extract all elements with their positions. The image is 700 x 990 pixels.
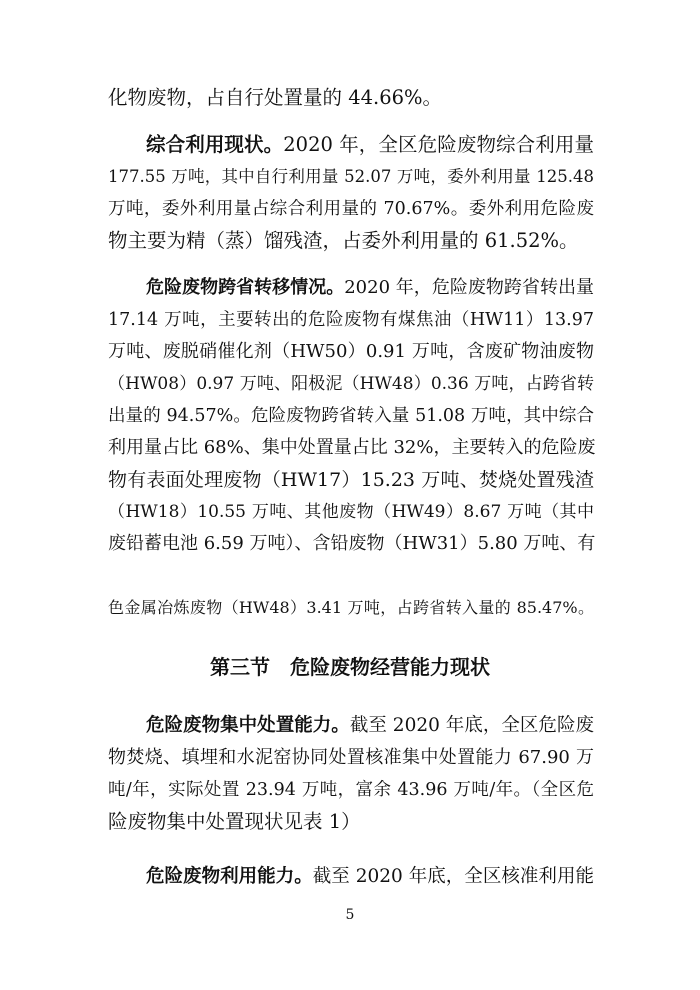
paragraph-line: 万吨，委外利用量占综合利用量的 70.67%。委外利用危险废	[108, 199, 594, 219]
paragraph-line: 物主要为精（蒸）馏残渣，占委外利用量的 61.52%。	[108, 229, 579, 252]
paragraph-lead: 危险废物跨省转移情况。	[146, 277, 345, 298]
paragraph-text: 2020 年，全区危险废物综合利用量	[283, 133, 594, 156]
paragraph-lead: 危险废物利用能力。	[146, 866, 313, 887]
paragraph-line: 177.55 万吨，其中自行利用量 52.07 万吨，委外利用量 125.48	[108, 167, 594, 186]
paragraph-lead: 综合利用现状。	[146, 133, 284, 156]
paragraph-first-line	[146, 274, 594, 302]
paragraph-line: （HW18）10.55 万吨、其他废物（HW49）8.67 万吨（其中	[108, 502, 594, 522]
paragraph-line: 出量的 94.57%。危险废物跨省转入量 51.08 万吨，其中综合	[108, 406, 594, 426]
paragraph-line: 物焚烧、填埋和水泥窑协同处置核准集中处置能力 67.90 万	[108, 747, 594, 768]
paragraph-first-line	[146, 712, 594, 740]
paragraph-line: 色金属冶炼废物（HW48）3.41 万吨，占跨省转入量的 85.47%。	[108, 598, 594, 617]
paragraph-line: 吨/年，实际处置 23.94 万吨，富余 43.96 万吨/年。（全区危	[108, 780, 594, 800]
section-heading: 第三节 危险废物经营能力现状	[210, 655, 490, 679]
paragraph-line: 废铅蓄电池 6.59 万吨）、含铅废物（HW31）5.80 万吨、有	[108, 533, 596, 554]
paragraph-text: 2020 年，危险废物跨省转出量	[344, 277, 594, 298]
paragraph-line: 物有表面处理废物（HW17）15.23 万吨、焚烧处置残渣	[108, 469, 594, 491]
page-number: 5	[345, 907, 355, 923]
paragraph-line: 利用量占比 68%、集中处置量占比 32%，主要转入的危险废	[108, 437, 596, 458]
paragraph-line: （HW08）0.97 万吨、阳极泥（HW48）0.36 万吨，占跨省转	[108, 374, 594, 394]
paragraph-first-line	[146, 131, 594, 159]
paragraph-line: 险废物集中处置现状见表 1）	[108, 810, 361, 833]
paragraph-text: 截至 2020 年底，全区危险废	[349, 715, 594, 736]
paragraph-line: 化物废物，占自行处置量的 44.66%。	[108, 86, 443, 109]
paragraph-line: 万吨、废脱硝催化剂（HW50）0.91 万吨，含废矿物油废物	[108, 341, 594, 362]
paragraph-text: 截至 2020 年底，全区核准利用能	[312, 866, 594, 887]
paragraph-first-line	[146, 863, 594, 891]
paragraph-line: 17.14 万吨，主要转出的危险废物有煤焦油（HW11）13.97	[108, 310, 594, 330]
paragraph-lead: 危险废物集中处置能力。	[146, 715, 350, 736]
